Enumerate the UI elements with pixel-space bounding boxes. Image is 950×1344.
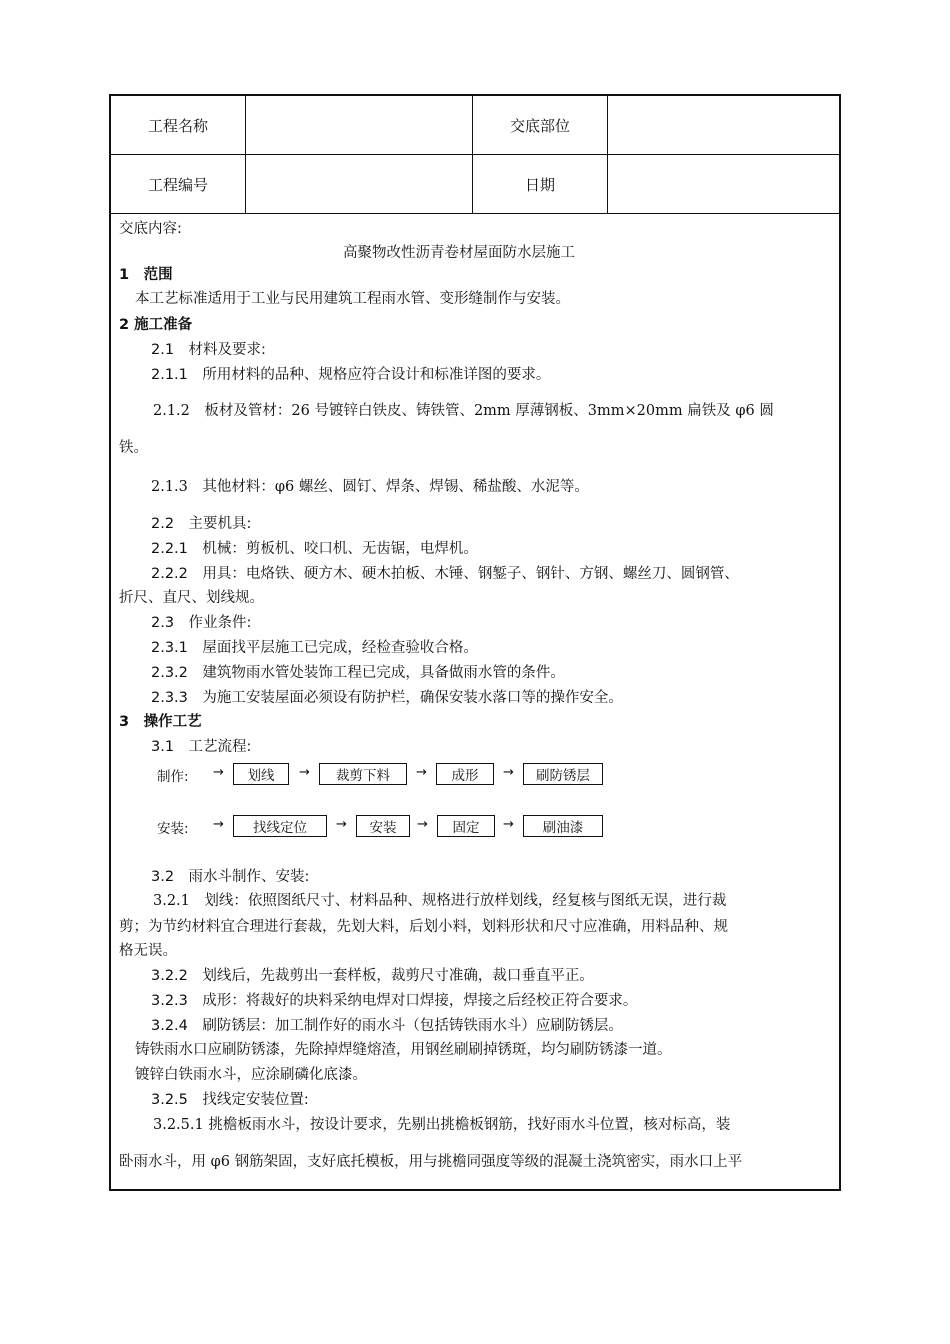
handover-part-value[interactable] — [608, 96, 839, 154]
paragraph: 镀锌白铁雨水斗，应涂刷磷化底漆。 — [135, 1067, 367, 1083]
paragraph: 3.2.1 划线：依照图纸尺寸、材料品种、规格进行放样划线，经复核与图纸无误，进行裁 — [153, 893, 727, 909]
flow-step-box: 裁剪下料 — [319, 763, 407, 785]
arrow-icon: → — [299, 765, 310, 780]
paragraph: 2.3.3 为施工安装屋面必须设有防护栏，确保安装水落口等的操作安全。 — [151, 690, 623, 706]
flow-make-label: 制作: — [157, 769, 189, 785]
paragraph: 3.2.3 成形：将裁好的块料采纳电焊对口焊接，焊接之后经校正符合要求。 — [151, 993, 638, 1009]
paragraph: 3.2.2 划线后，先裁剪出一套样板，裁剪尺寸准确，裁口垂直平正。 — [151, 968, 594, 984]
paragraph: 3.1 工艺流程: — [151, 739, 252, 755]
paragraph: 2.3.2 建筑物雨水管处装饰工程已完成，具备做雨水管的条件。 — [151, 665, 565, 681]
paragraph: 2.2.2 用具：电烙铁、硬方木、硬木拍板、木锤、钢錾子、钢针、方钢、螺丝刀、圆钢管、 — [151, 566, 739, 582]
flow-step-box: 安装 — [356, 815, 410, 837]
date-value[interactable] — [608, 155, 839, 213]
flow-step-box: 固定 — [437, 815, 495, 837]
arrow-icon: → — [213, 817, 224, 832]
document-title: 高聚物改性沥青卷材屋面防水层施工 — [343, 245, 575, 261]
header-table — [111, 96, 839, 214]
paragraph: 铸铁雨水口应刷防锈漆，先除掉焊缝熔渣，用钢丝刷刷掉锈斑，均匀刷防锈漆一道。 — [135, 1042, 672, 1058]
content-label: 交底内容: — [119, 221, 182, 237]
paragraph: 剪；为节约材料宜合理进行套裁，先划大料，后划小料，划料形状和尺寸应准确，用料品种、规 — [119, 919, 728, 935]
divider — [111, 213, 839, 214]
paragraph: 3.2.4 刷防锈层：加工制作好的雨水斗（包括铸铁雨水斗）应刷防锈层。 — [151, 1018, 623, 1034]
flow-step-box: 成形 — [436, 763, 494, 785]
arrow-icon: → — [417, 817, 428, 832]
project-no-value[interactable] — [246, 155, 472, 213]
section-1-heading: 1 范围 — [119, 267, 173, 283]
flow-step-box: 刷防锈层 — [523, 763, 603, 785]
paragraph: 2.2.1 机械：剪板机、咬口机、无齿锯，电焊机。 — [151, 541, 478, 557]
project-no-label: 工程编号 — [147, 175, 208, 194]
paragraph: 2.1.3 其他材料：φ6 螺丝、圆钉、焊条、焊锡、稀盐酸、水泥等。 — [151, 479, 589, 495]
paragraph: 铁。 — [119, 440, 148, 456]
date-label: 日期 — [524, 175, 555, 194]
arrow-icon: → — [213, 765, 224, 780]
paragraph: 格无误。 — [119, 943, 177, 959]
paragraph: 2.3 作业条件: — [151, 615, 252, 631]
paragraph: 本工艺标准适用于工业与民用建筑工程雨水管、变形缝制作与安装。 — [135, 291, 570, 307]
paragraph: 2.2 主要机具: — [151, 516, 252, 532]
flow-step-box: 找线定位 — [233, 815, 327, 837]
project-name-value[interactable] — [246, 96, 472, 154]
paragraph: 3.2 雨水斗制作、安装: — [151, 869, 310, 885]
paragraph: 折尺、直尺、划线规。 — [119, 590, 264, 606]
section-3-heading: 3 操作工艺 — [119, 714, 202, 730]
handover-part-label: 交底部位 — [509, 116, 570, 135]
flow-step-box: 划线 — [233, 763, 289, 785]
paragraph: 卧雨水斗，用 φ6 钢筋架固，支好底托模板，用与挑檐同强度等级的混凝土浇筑密实，雨水口上平 — [119, 1154, 743, 1170]
arrow-icon: → — [503, 765, 514, 780]
paragraph: 2.1 材料及要求: — [151, 342, 266, 358]
flow-step-box: 刷油漆 — [523, 815, 603, 837]
paragraph: 2.1.1 所用材料的品种、规格应符合设计和标准详图的要求。 — [151, 367, 551, 383]
arrow-icon: → — [416, 765, 427, 780]
paragraph: 3.2.5.1 挑檐板雨水斗，按设计要求，先剔出挑檐板钢筋，找好雨水斗位置，核对标高，装 — [153, 1117, 731, 1133]
section-2-heading: 2 施工准备 — [119, 317, 193, 333]
paragraph: 2.1.2 板材及管材：26 号镀锌白铁皮、铸铁管、2mm 厚薄钢板、3mm×20mm 扁铁及 φ6 圆 — [153, 403, 774, 419]
paragraph: 3.2.5 找线定安装位置: — [151, 1092, 309, 1108]
paragraph: 2.3.1 屋面找平层施工已完成，经检查验收合格。 — [151, 640, 478, 656]
flow-install-label: 安装: — [157, 821, 189, 837]
arrow-icon: → — [503, 817, 514, 832]
arrow-icon: → — [336, 817, 347, 832]
project-name-label: 工程名称 — [147, 116, 208, 135]
handover-document — [109, 94, 841, 1191]
